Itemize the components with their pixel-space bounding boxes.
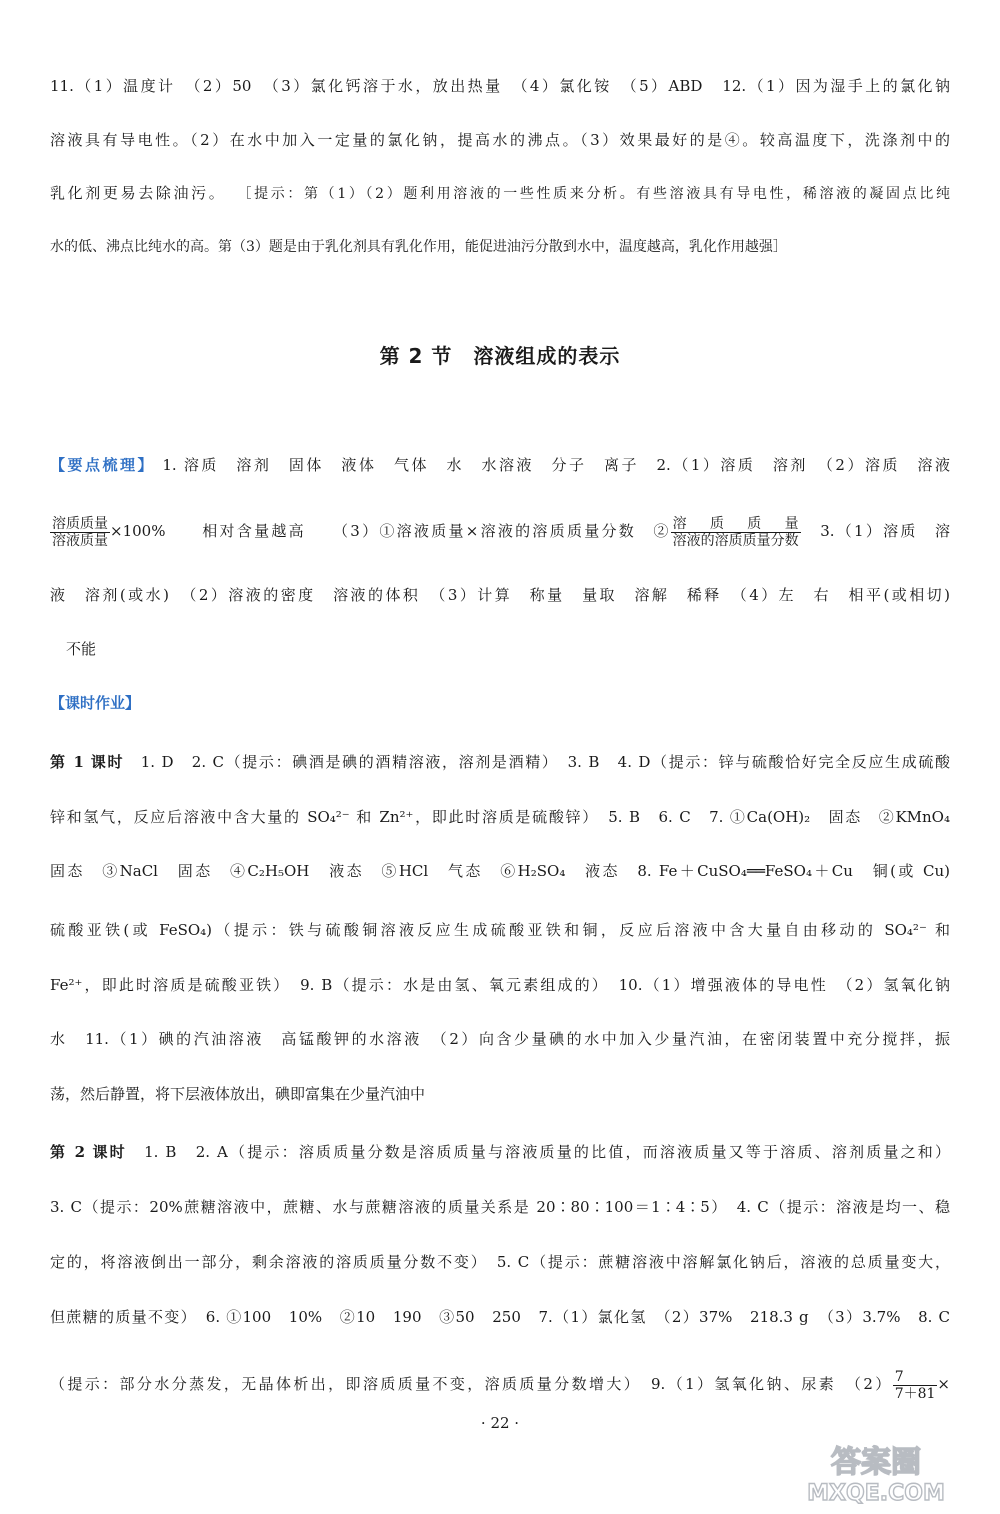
- key-points-text: 3.（1）溶质 溶: [800, 522, 950, 540]
- lesson-2-text: （提示：部分水分蒸发，无晶体析出，即溶质质量不变，溶质质量分数增大） 9.（1）氢氧化钠、尿素 （2）: [50, 1375, 893, 1393]
- lesson-1-label: 第 1 课时: [50, 753, 125, 771]
- key-points-line: 不能: [66, 640, 97, 658]
- hint-text: ［提示：第（1）（2）题利用溶液的一些性质来分析。有些溶液具有导电性，稀溶液的凝固点比纯: [244, 186, 950, 202]
- solution-mass-formula: [671, 516, 801, 549]
- key-points-tag: 【要点梳理】: [50, 456, 156, 474]
- answer-line: [50, 178, 950, 208]
- homework-tag-line: [50, 688, 950, 718]
- answer-line-11-12: 11.（1）温度计 （2）50 （3）氯化钙溶于水，放出热量 （4）氯化铵 （5）ABD 12.（1）因为湿手上的氯化钠: [50, 77, 950, 95]
- section-title: 第 2 节 溶液组成的表示: [379, 344, 621, 368]
- watermark-url-text: MXQE.COM: [807, 1481, 945, 1504]
- key-points-text: ×100% 相对含量越高 （3）①溶液质量×溶液的溶质质量分数 ②: [110, 522, 671, 540]
- urea-mass-fraction: [893, 1369, 938, 1402]
- lesson-2-text: ×: [937, 1375, 950, 1393]
- fraction-denominator: 溶液的溶质质量分数: [672, 532, 799, 549]
- lesson-2-line: [50, 1362, 950, 1406]
- lesson-1-line: 水 11.（1）碘的汽油溶液 高锰酸钾的水溶液 （2）向含少量碘的水中加入少量汽油，在密闭装置中充分搅拌，振: [50, 1030, 950, 1048]
- key-points-text: 1. 溶质 溶剂 固体 液体 气体 水 水溶液 分子 离子 2.（1）溶质 溶剂 （2）溶质 溶液: [162, 456, 950, 474]
- watermark-logo-text: 答案圈: [831, 1445, 921, 1480]
- hint-line: 水的低、沸点比纯水的高。第（3）题是由于乳化剂具有乳化作用，能促进油污分散到水中，温度越高，乳化作用越强］: [50, 239, 787, 255]
- lesson-2-line: [50, 1137, 950, 1167]
- key-points-line: 液 溶剂(或水) （2）溶液的密度 溶液的体积 （3）计算 称量 量取 溶解 稀释 （4）左 右 相平(或相切): [50, 586, 950, 604]
- answer-text: 乳化剂更易去除油污。: [50, 184, 227, 202]
- lesson-2-line: 3. C（提示：20%蔗糖溶液中，蔗糖、水与蔗糖溶液的质量关系是 20∶80∶100＝1∶4∶5） 4. C（提示：溶液是均一、稳: [50, 1198, 950, 1216]
- fraction-denominator: 7＋81: [894, 1385, 936, 1402]
- lesson-1-line: 硫酸亚铁(或 FeSO₄)（提示：铁与硫酸铜溶液反应生成硫酸亚铁和铜，反应后溶液中含大量自由移动的 SO₄²⁻ 和: [50, 921, 950, 939]
- fraction-denominator: 溶液质量: [52, 532, 108, 549]
- watermark: [776, 1440, 976, 1504]
- lesson-1-line: 锌和氢气，反应后溶液中含大量的 SO₄²⁻ 和 Zn²⁺，即此时溶质是硫酸锌） 5. B 6. C 7. ①Ca(OH)₂ 固态 ②KMnO₄: [50, 808, 950, 826]
- lesson-2-line: 定的，将溶液倒出一部分，剩余溶液的溶质质量分数不变） 5. C（提示：蔗糖溶液中溶解氯化钠后，溶液的总质量变大，: [50, 1253, 950, 1271]
- watermark-logo-icon: [776, 1440, 976, 1504]
- mass-fraction-formula: [50, 516, 110, 549]
- lesson-2-label: 第 2 课时: [50, 1143, 127, 1161]
- fraction-numerator: 7: [893, 1369, 938, 1386]
- lesson-1-line: 固态 ③NaCl 固态 ④C₂H₅OH 液态 ⑤HCl 气态 ⑥H₂SO₄ 液态 8. Fe＋CuSO₄══FeSO₄＋Cu 铜(或 Cu): [50, 862, 950, 880]
- answer-line: 溶液具有导电性。（2）在水中加入一定量的氯化钠，提高水的沸点。（3）效果最好的是④。较高温度下，洗涤剂中的: [50, 131, 950, 149]
- lesson-2-line: 但蔗糖的质量不变） 6. ①100 10% ②10 190 ③50 250 7.（1）氯化氢 （2）37% 218.3 g （3）3.7% 8. C: [50, 1308, 950, 1326]
- lesson-1-line: 荡，然后静置，将下层液体放出，碘即富集在少量汽油中: [50, 1085, 426, 1103]
- lesson-1-line: Fe²⁺，即此时溶质是硫酸亚铁） 9. B（提示：水是由氢、氧元素组成的） 10.（1）增强液体的导电性 （2）氢氧化钠: [50, 976, 950, 994]
- lesson-2-text: 1. B 2. A（提示：溶质质量分数是溶质质量与溶液质量的比值，而溶液质量又等于溶质、溶剂质量之和）: [144, 1143, 950, 1161]
- lesson-1-line: [50, 747, 950, 777]
- page-number: · 22 ·: [480, 1414, 520, 1432]
- lesson-1-text: 1. D 2. C（提示：碘酒是碘的酒精溶液，溶剂是酒精） 3. B 4. D（提示：锌与硫酸恰好完全反应生成硫酸: [140, 753, 950, 771]
- fraction-numerator: 溶质质量: [52, 515, 108, 532]
- fraction-numerator: 溶质质量: [672, 515, 799, 532]
- homework-tag: 【课时作业】: [50, 694, 141, 712]
- key-points-formula-line: [50, 509, 950, 553]
- key-points-line: [50, 450, 950, 480]
